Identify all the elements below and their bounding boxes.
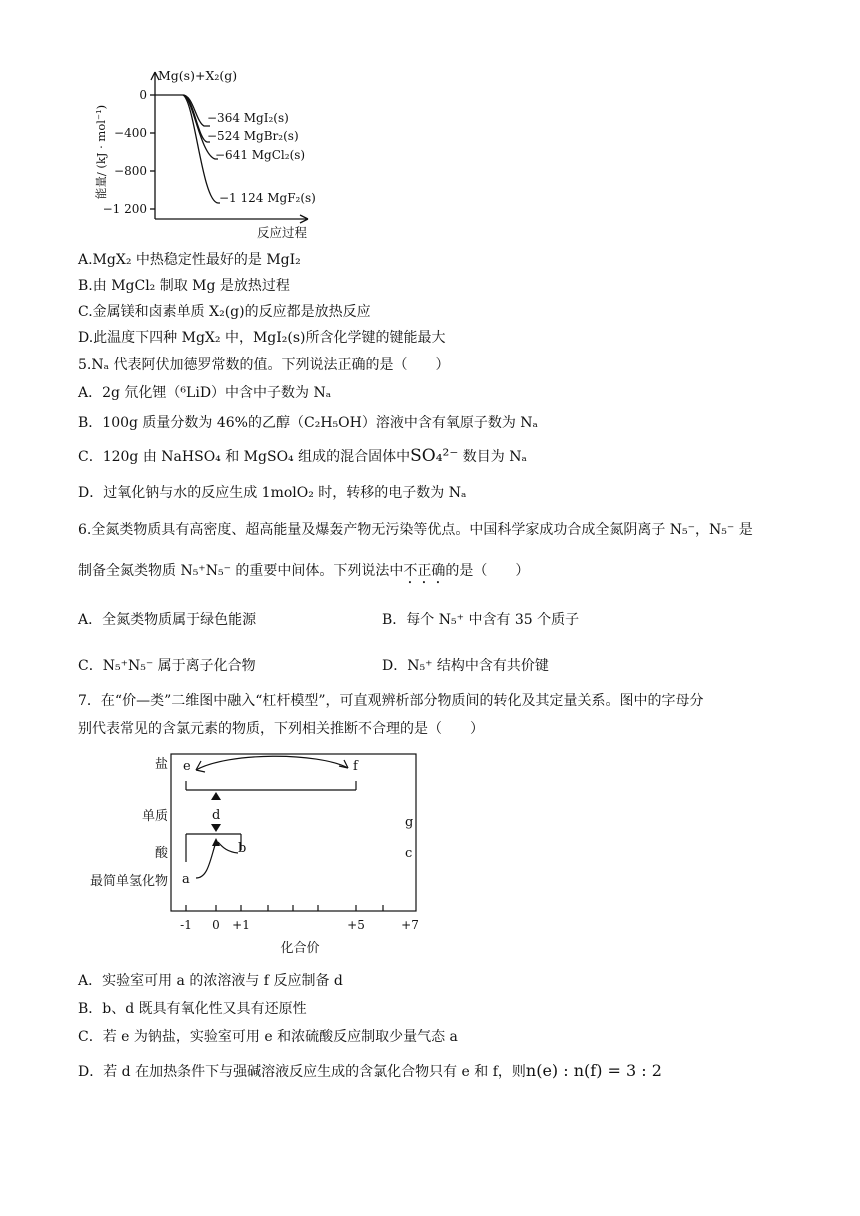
q6-stem-line1: 6.全氮类物质具有高密度、超高能量及爆轰产物无污染等优点。中国科学家成功合成全氮阴离子 N₅⁻，N₅⁻ 是 [78, 522, 753, 538]
curve-label: −364 MgI₂(s) [207, 111, 289, 125]
y-cat: 单质 [141, 809, 168, 824]
y-tick: −800 [114, 164, 147, 178]
q7-option-d [78, 1061, 662, 1082]
arrow-e-f [196, 756, 348, 770]
arrow-b [218, 842, 238, 853]
q6-stem-text: 制备全氮类物质 N₅⁺N₅⁻ 的重要中间体。下列说法中 [78, 563, 404, 579]
x-tick: +1 [232, 918, 250, 932]
letter-a: a [182, 872, 190, 887]
y-axis-label: 能量/ (kJ · mol⁻¹) [94, 104, 108, 200]
q7-d-text: D．若 d 在加热条件下与强碱溶液反应生成的含氯化合物只有 e 和 f，则 [78, 1064, 526, 1080]
arrow-a [196, 842, 216, 878]
curve-mgi2 [155, 95, 210, 126]
q4-option-a: A.MgX₂ 中热稳定性最好的是 MgI₂ [78, 252, 301, 268]
y-cat: 酸 [154, 846, 168, 861]
q5-option-b: B．100g 质量分数为 46%的乙醇（C₂H₅OH）溶液中含有氧原子数为 Nₐ [78, 415, 538, 431]
fulcrum-up [211, 792, 221, 800]
letter-c: c [405, 846, 413, 861]
x-tick: -1 [180, 918, 192, 932]
q7-option-b: B．b、d 既具有氧化性又具有还原性 [78, 1001, 307, 1017]
y-tick: 0 [139, 88, 147, 102]
y-tick: −1 200 [102, 202, 147, 216]
q5-c-ion: SO₄²⁻ [410, 446, 459, 466]
q5-c-text-end: 数目为 Nₐ [462, 449, 527, 465]
letter-d: d [212, 808, 221, 823]
q6-option-c: C．N₅⁺N₅⁻ 属于离子化合物 [78, 658, 256, 674]
q6-option-d: D．N₅⁺ 结构中含有共价键 [382, 658, 549, 674]
q5-option-d: D．过氧化钠与水的反应生成 1molO₂ 时，转移的电子数为 Nₐ [78, 485, 467, 501]
q4-option-d: D.此温度下四种 MgX₂ 中，MgI₂(s)所含化学键的键能最大 [78, 330, 446, 346]
fulcrum-down [211, 824, 221, 832]
q6-option-b: B．每个 N₅⁺ 中含有 35 个质子 [382, 612, 580, 628]
x-tick: 0 [212, 918, 220, 932]
q7-d-equation: n(e) : n(f) = 3 : 2 [525, 1061, 662, 1080]
y-cat: 最简单氢化物 [89, 874, 168, 889]
x-tick: +5 [347, 918, 365, 932]
q6-stem-end: 的是（ ） [445, 563, 530, 579]
curve-label: −524 MgBr₂(s) [207, 129, 299, 143]
q4-option-c: C.金属镁和卤素单质 X₂(g)的反应都是放热反应 [78, 304, 371, 320]
q6-option-a: A．全氮类物质属于绿色能源 [78, 612, 257, 628]
letter-b: b [238, 841, 247, 856]
curve-label: −641 MgCl₂(s) [215, 148, 306, 162]
y-tick: −400 [114, 126, 147, 140]
x-axis-label: 反应过程 [256, 225, 308, 240]
valence-class-diagram [78, 750, 438, 960]
q5-option-c [78, 446, 527, 467]
letter-e: e [183, 759, 191, 774]
q7-stem-line1: 7．在“价—类”二维图中融入“杠杆模型”，可直观辨析部分物质间的转化及其定量关系。图中的字母分 [78, 693, 704, 709]
y-cat: 盐 [154, 757, 168, 772]
q4-option-b: B.由 MgCl₂ 制取 Mg 是放热过程 [78, 278, 290, 294]
x-tick: +7 [401, 918, 419, 932]
q5-stem: 5.Nₐ 代表阿伏加德罗常数的值。下列说法正确的是（ ） [78, 357, 450, 373]
letter-g: g [405, 815, 414, 830]
q5-c-text: C．120g 由 NaHSO₄ 和 MgSO₄ 组成的混合固体中 [78, 449, 411, 465]
q6-stem-line2 [78, 561, 529, 587]
plot-frame [171, 754, 416, 911]
q6-emphasis: 不正确 [403, 563, 446, 579]
q7-stem-line2: 别代表常见的含氯元素的物质，下列相关推断不合理的是（ ） [78, 721, 484, 737]
x-axis-label: 化合价 [280, 941, 320, 956]
energy-diagram [90, 62, 330, 242]
q7-option-a: A．实验室可用 a 的浓溶液与 f 反应制备 d [78, 973, 343, 989]
q5-option-a: A．2g 氘化锂（⁶LiD）中含中子数为 Nₐ [78, 385, 332, 401]
curve-label: −1 124 MgF₂(s) [219, 191, 316, 205]
top-label: Mg(s)+X₂(g) [158, 68, 238, 83]
letter-f: f [353, 759, 358, 774]
q7-option-c: C．若 e 为钠盐，实验室可用 e 和浓硫酸反应制取少量气态 a [78, 1029, 458, 1045]
